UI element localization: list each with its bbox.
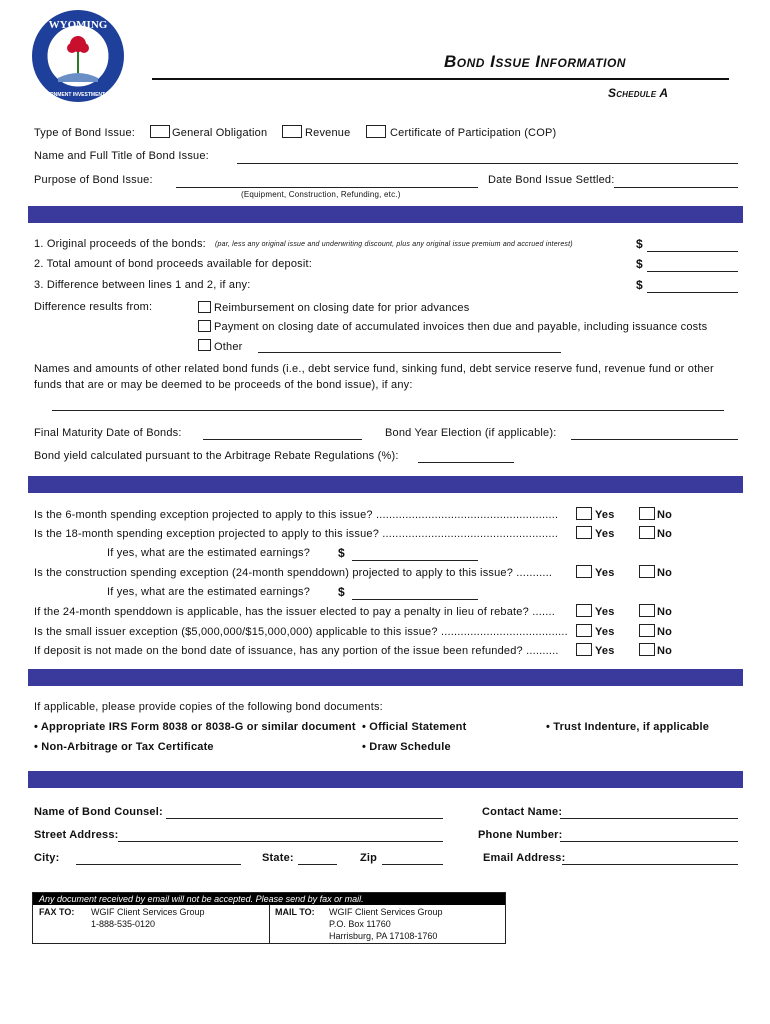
difference-label: Difference results from: xyxy=(34,301,153,313)
general-obligation-checkbox[interactable] xyxy=(150,125,170,138)
q2-sub-text: If yes, what are the estimated earnings? xyxy=(107,547,311,559)
logo-text-bottom: GOVERNMENT INVESTMENT FUND xyxy=(35,92,121,98)
purpose-label: Purpose of Bond Issue: xyxy=(34,174,153,186)
document-non-arbitrage: • Non-Arbitrage or Tax Certificate xyxy=(34,741,214,753)
purpose-field[interactable] xyxy=(176,187,478,188)
reimbursement-checkbox[interactable] xyxy=(198,301,211,313)
section-bar-3 xyxy=(28,669,743,686)
section-bar-2 xyxy=(28,476,743,493)
q1-yes-label: Yes xyxy=(595,509,615,521)
line1-dollar: $ xyxy=(636,237,643,251)
cop-label: Certificate of Participation (COP) xyxy=(390,127,557,139)
q6-yes-checkbox[interactable] xyxy=(576,643,592,656)
mail-org: WGIF Client Services Group xyxy=(329,907,443,917)
payment-label: Payment on closing date of accumulated invoices then due and payable, including issuance costs xyxy=(214,321,708,333)
q5-yes-label: Yes xyxy=(595,626,615,638)
zip-label: Zip xyxy=(360,852,378,864)
q2-yes-checkbox[interactable] xyxy=(576,526,592,539)
q3-no-checkbox[interactable] xyxy=(639,565,655,578)
zip-field[interactable] xyxy=(382,864,443,865)
counsel-name-label: Name of Bond Counsel: xyxy=(34,806,163,818)
q2-sub-dollar: $ xyxy=(338,546,345,560)
email-label: Email Address: xyxy=(483,852,566,864)
q6-no-label: No xyxy=(657,645,673,657)
q6-no-checkbox[interactable] xyxy=(639,643,655,656)
q4-no-label: No xyxy=(657,606,673,618)
purpose-hint: (Equipment, Construction, Refunding, etc.) xyxy=(241,190,401,199)
logo-text-top: WYOMING xyxy=(48,19,108,31)
q5-yes-checkbox[interactable] xyxy=(576,624,592,637)
q3-earnings-field[interactable] xyxy=(352,599,478,600)
notice-header: Any document received by email will not be accepted. Please send by fax or mail. xyxy=(33,893,505,905)
q3-text: Is the construction spending exception (24-month spenddown) projected to apply to this issue? ........... xyxy=(34,567,553,579)
maturity-label: Final Maturity Date of Bonds: xyxy=(34,427,182,439)
line1-amount-field[interactable] xyxy=(647,251,738,252)
other-field[interactable] xyxy=(258,352,561,353)
q3-no-label: No xyxy=(657,567,673,579)
q2-no-checkbox[interactable] xyxy=(639,526,655,539)
q1-text: Is the 6-month spending exception projected to apply to this issue? ........................................................ xyxy=(34,509,559,521)
maturity-field[interactable] xyxy=(203,439,362,440)
reimbursement-label: Reimbursement on closing date for prior advances xyxy=(214,302,470,314)
q2-no-label: No xyxy=(657,528,673,540)
general-obligation-label: General Obligation xyxy=(172,127,268,139)
fax-number: 1-888-535-0120 xyxy=(91,919,156,929)
bond-name-label: Name and Full Title of Bond Issue: xyxy=(34,150,209,162)
q3-sub-dollar: $ xyxy=(338,585,345,599)
section-bar-1 xyxy=(28,206,743,223)
page-subtitle: Schedule A xyxy=(608,86,669,100)
q5-text: Is the small issuer exception ($5,000,000/$15,000,000) applicable to this issue? ....................................... xyxy=(34,626,568,638)
fax-org: WGIF Client Services Group xyxy=(91,907,205,917)
contact-name-label: Contact Name: xyxy=(482,806,563,818)
settled-date-label: Date Bond Issue Settled: xyxy=(488,174,615,186)
title-rule xyxy=(152,78,729,80)
city-label: City: xyxy=(34,852,60,864)
revenue-checkbox[interactable] xyxy=(282,125,302,138)
page-title: Bond Issue Information xyxy=(444,52,626,71)
fax-label: FAX TO: xyxy=(39,907,75,917)
line2-amount-field[interactable] xyxy=(647,271,738,272)
yield-field[interactable] xyxy=(418,462,514,463)
related-funds-text-1: Names and amounts of other related bond funds (i.e., debt service fund, sinking fund, debt service reserve fund, revenue fund or other xyxy=(34,363,714,375)
q4-no-checkbox[interactable] xyxy=(639,604,655,617)
related-funds-field[interactable] xyxy=(52,410,724,411)
election-label: Bond Year Election (if applicable): xyxy=(385,427,557,439)
submission-notice-box xyxy=(32,892,506,944)
q1-no-label: No xyxy=(657,509,673,521)
related-funds-text-2: funds that are or may be deemed to be proceeds of the bond issue), if any: xyxy=(34,379,413,391)
mail-city: Harrisburg, PA 17108-1760 xyxy=(329,931,438,941)
document-draw-schedule: • Draw Schedule xyxy=(362,741,451,753)
state-field[interactable] xyxy=(298,864,337,865)
email-field[interactable] xyxy=(562,864,738,865)
notice-divider xyxy=(269,905,270,943)
bond-name-field[interactable] xyxy=(237,163,738,164)
q2-earnings-field[interactable] xyxy=(352,560,478,561)
line1-note: (par, less any original issue and underwriting discount, plus any original issue premium and accrued interest) xyxy=(215,241,573,248)
q5-no-label: No xyxy=(657,626,673,638)
wyoming-gif-logo xyxy=(30,8,126,104)
other-checkbox[interactable] xyxy=(198,339,211,351)
counsel-name-field[interactable] xyxy=(166,818,443,819)
election-field[interactable] xyxy=(571,439,738,440)
payment-checkbox[interactable] xyxy=(198,320,211,332)
city-field[interactable] xyxy=(76,864,241,865)
q4-yes-label: Yes xyxy=(595,606,615,618)
document-official-statement: • Official Statement xyxy=(362,721,467,733)
q6-text: If deposit is not made on the bond date of issuance, has any portion of the issue been refunded? .......... xyxy=(34,645,559,657)
q4-yes-checkbox[interactable] xyxy=(576,604,592,617)
q3-yes-checkbox[interactable] xyxy=(576,565,592,578)
state-label: State: xyxy=(262,852,294,864)
mail-box: P.O. Box 11760 xyxy=(329,919,391,929)
documents-intro: If applicable, please provide copies of the following bond documents: xyxy=(34,701,383,713)
q1-no-checkbox[interactable] xyxy=(639,507,655,520)
q2-yes-label: Yes xyxy=(595,528,615,540)
mail-label: MAIL TO: xyxy=(275,907,315,917)
q2-text: Is the 18-month spending exception projected to apply to this issue? ...................................................... xyxy=(34,528,559,540)
q5-no-checkbox[interactable] xyxy=(639,624,655,637)
revenue-label: Revenue xyxy=(305,127,351,139)
line3-amount-field[interactable] xyxy=(647,292,738,293)
other-label: Other xyxy=(214,341,243,353)
q4-text: If the 24-month spenddown is applicable, has the issuer elected to pay a penalty in lieu of rebate? ....... xyxy=(34,606,555,618)
type-label: Type of Bond Issue: xyxy=(34,127,136,139)
settled-date-field[interactable] xyxy=(614,187,738,188)
line3-dollar: $ xyxy=(636,278,643,292)
q3-yes-label: Yes xyxy=(595,567,615,579)
contact-name-field[interactable] xyxy=(560,818,738,819)
q3-sub-text: If yes, what are the estimated earnings? xyxy=(107,586,311,598)
section-bar-4 xyxy=(28,771,743,788)
line2-label: 2. Total amount of bond proceeds available for deposit: xyxy=(34,258,313,270)
cop-checkbox[interactable] xyxy=(366,125,386,138)
street-field[interactable] xyxy=(118,841,443,842)
q1-yes-checkbox[interactable] xyxy=(576,507,592,520)
document-trust-indenture: • Trust Indenture, if applicable xyxy=(546,721,710,733)
street-label: Street Address: xyxy=(34,829,119,841)
q6-yes-label: Yes xyxy=(595,645,615,657)
phone-field[interactable] xyxy=(560,841,738,842)
line1-label: 1. Original proceeds of the bonds: xyxy=(34,238,206,250)
line3-label: 3. Difference between lines 1 and 2, if any: xyxy=(34,279,251,291)
document-irs-form: • Appropriate IRS Form 8038 or 8038-G or similar document xyxy=(34,721,356,733)
phone-label: Phone Number: xyxy=(478,829,563,841)
line2-dollar: $ xyxy=(636,257,643,271)
yield-label: Bond yield calculated pursuant to the Arbitrage Rebate Regulations (%): xyxy=(34,450,399,462)
